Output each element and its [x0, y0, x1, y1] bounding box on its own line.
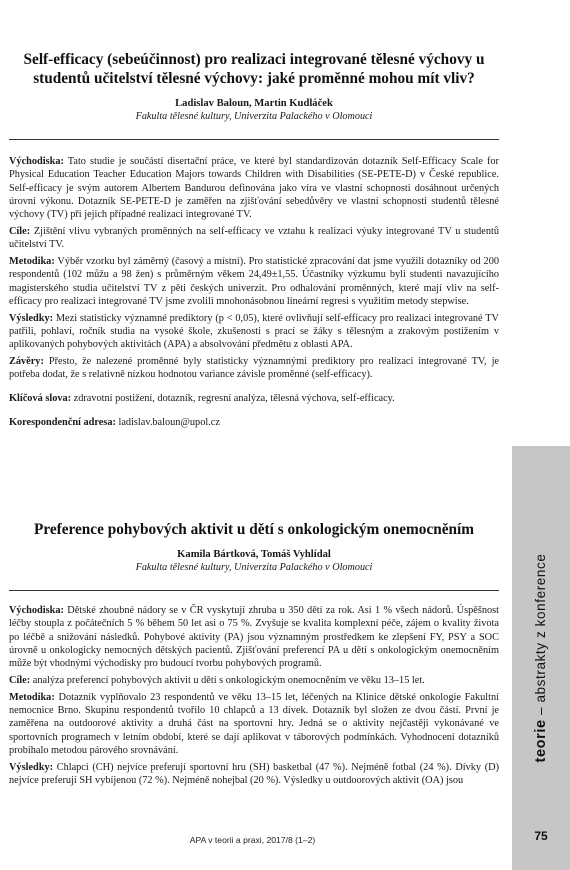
section-results — [9, 761, 499, 788]
section-background — [9, 155, 499, 221]
section-tab-label — [533, 554, 549, 763]
section-label: Východiska: — [9, 605, 64, 616]
section-label: Výsledky: — [9, 312, 54, 324]
section-text: Tato studie je součástí disertační práce, ve které byl standardizován dotazník Self-Efficacy Scale for Physical Education Teacher Education Majors towards Children with Disabilities (SE-PETE-D) v České republice. Self-efficacy je svým autorem Albertem Bandurou definována jako víra ve vlastní schopnosti dosáhnout určených úrovní výkonu. Dotazník SE-PETE-D je zaměřen na zjišťování sebedůvěry ve vlastní schopnosti studentů tělesné výchovy (TV) při jejich případné realizaci integrované TV. — [9, 156, 499, 221]
abstract-authors: Kamila Bártková, Tomáš Vyhlídal — [177, 549, 331, 560]
section-text: Výběr vzorku byl záměrný (časový a místní). Pro statistické zpracování dat jsme využili dotazníky od 200 respondentů (102 můžu a 98 žen) s průměrným věkem 24,49±1,55. Účastníky výzkumu byli studenti navazujícího magisterského studia učitelství TV z pěti českých univerzit. Pro odhalování proměnných, které mají vliv na self-efficacy pro realizaci integrované TV jsme zvolili mnohonásobnou lineární regresi s využitím metody stepwise. — [9, 256, 499, 307]
section-tab-strong: teorie — [533, 719, 549, 763]
section-aims — [9, 225, 499, 252]
section-text: analýza preferencí pohybových aktivit u dětí s onkologickým onemocněním ve věku 13–15 let. — [30, 674, 425, 686]
section-text: Chlapci (CH) nejvíce preferují sportovní hru (SH) basketbal (47 %). Nejméně fotbal (24 %). Dívky (D) nejvíce preferují SH vybíjenou (72 %). Nejméně nohejbal (20 %). Výsledky u outdoorových aktivit (OA) jsou — [9, 761, 499, 787]
section-label: Závěry: — [9, 356, 44, 368]
section-results — [9, 312, 499, 352]
section-label: Metodika: — [9, 256, 55, 268]
abstract-title: Preference pohybových aktivit u dětí s onkologickým onemocněním — [33, 521, 475, 538]
abstract-authors: Ladislav Baloun, Martin Kudláček — [175, 98, 333, 109]
page-number: 75 — [534, 829, 548, 843]
abstract-bartkova — [9, 520, 499, 791]
correspondence-email: ladislav.baloun@upol.cz — [115, 417, 220, 429]
abstract-title: Self-efficacy (sebeúčinnost) pro realizaci integrované tělesné výchovy u studentů učitelství tělesné výchovy: jaké proměnné mohou mít vliv? — [23, 51, 485, 87]
section-methods — [9, 691, 499, 757]
journal-footer: APA v teorii a praxi, 2017/8 (1–2) — [189, 835, 316, 845]
abstract-affiliation: Fakulta tělesné kultury, Univerzita Palackého v Olomouci — [135, 562, 373, 573]
section-label: Východiska: — [9, 156, 64, 167]
section-text: Přesto, že nalezené proměnné byly statisticky významnými prediktory pro realizaci integrované TV, je potřeba dodat, že s relativně nízkou hodnotou variance závisle proměnné (self-efficacy). — [9, 356, 499, 381]
section-sidebar — [512, 446, 570, 870]
keywords — [9, 392, 499, 405]
section-label: Metodika: — [9, 691, 55, 703]
keywords-label: Klíčová slova: — [9, 393, 72, 405]
abstract-affiliation: Fakulta tělesné kultury, Univerzita Palackého v Olomouci — [135, 111, 373, 122]
section-conclusions — [9, 355, 499, 382]
section-text: Zjištění vlivu vybraných proměnných na self-efficacy ve vztahu k realizaci výuky integrované TV u studentů učitelství TV. — [9, 225, 499, 251]
section-aims — [9, 674, 499, 687]
divider — [9, 590, 499, 591]
section-text: Mezi statisticky významné prediktory (p < 0,05), které ovlivňují self-efficacy pro realizaci integrované TV patřili, pohlaví, ročník studia na vysoké škole, zkušenosti s prací se žáky s tělesným a zrakovým postižením v aplikovaných pohybových aktivitách (APA) a absolvování předmětu z oblasti APA. — [9, 312, 499, 351]
section-label: Cíle: — [9, 674, 31, 686]
divider — [9, 139, 499, 140]
section-label: Cíle: — [9, 225, 31, 237]
section-background — [9, 604, 499, 670]
correspondence — [9, 416, 499, 429]
abstract-baloun — [9, 50, 499, 433]
section-text: Dotazník vyplňovalo 23 respondentů ve věku 13–15 let, léčených na Klinice dětské onkologie Fakultní nemocnice Brno. Skupinu respondentů tvořilo 10 chlapců a 13 dívek. Dotazník byl složen ze dvou částí. První je zaměřena na outdoorové aktivity a druhá část na sportovní hry. Jedná se o aktivity nejčastěji vykonávané ve sportovních programech v letním období, které se dají aplikovat v táborových podmínkách. Vyhodnocení dotazníků probíhalo metodou párového srovnávání. — [9, 691, 499, 756]
section-tab-rest: – abstrakty z konference — [533, 553, 548, 720]
keywords-text: zdravotní postižení, dotazník, regresní analýza, tělesná výchova, self-efficacy. — [71, 393, 395, 405]
correspondence-label: Korespondenční adresa: — [9, 417, 116, 429]
section-methods — [9, 255, 499, 308]
section-label: Výsledky: — [9, 761, 54, 773]
section-text: Dětské zhoubné nádory se v ČR vyskytují zhruba u 350 dětí za rok. Asi 1 % všech nádorů. Úspěšnost léčby stoupla z počátečních 5 % během 50 let asi o 75 %. Zvyšuje se kvalita komplexní péče, zájem o kvality života po léčbě a snižování následků. Pohybové aktivity (PA) jsou významným prostředkem ke zlepšení FY, PSY a SOC úrovně u onkologicky nemocných dětských pacientů. Zjišťování preferencí PA u dětí s onkologickým onemocněním může být vhodnými východisky pro budoucí tvorbu pohybových programů. — [9, 605, 499, 670]
